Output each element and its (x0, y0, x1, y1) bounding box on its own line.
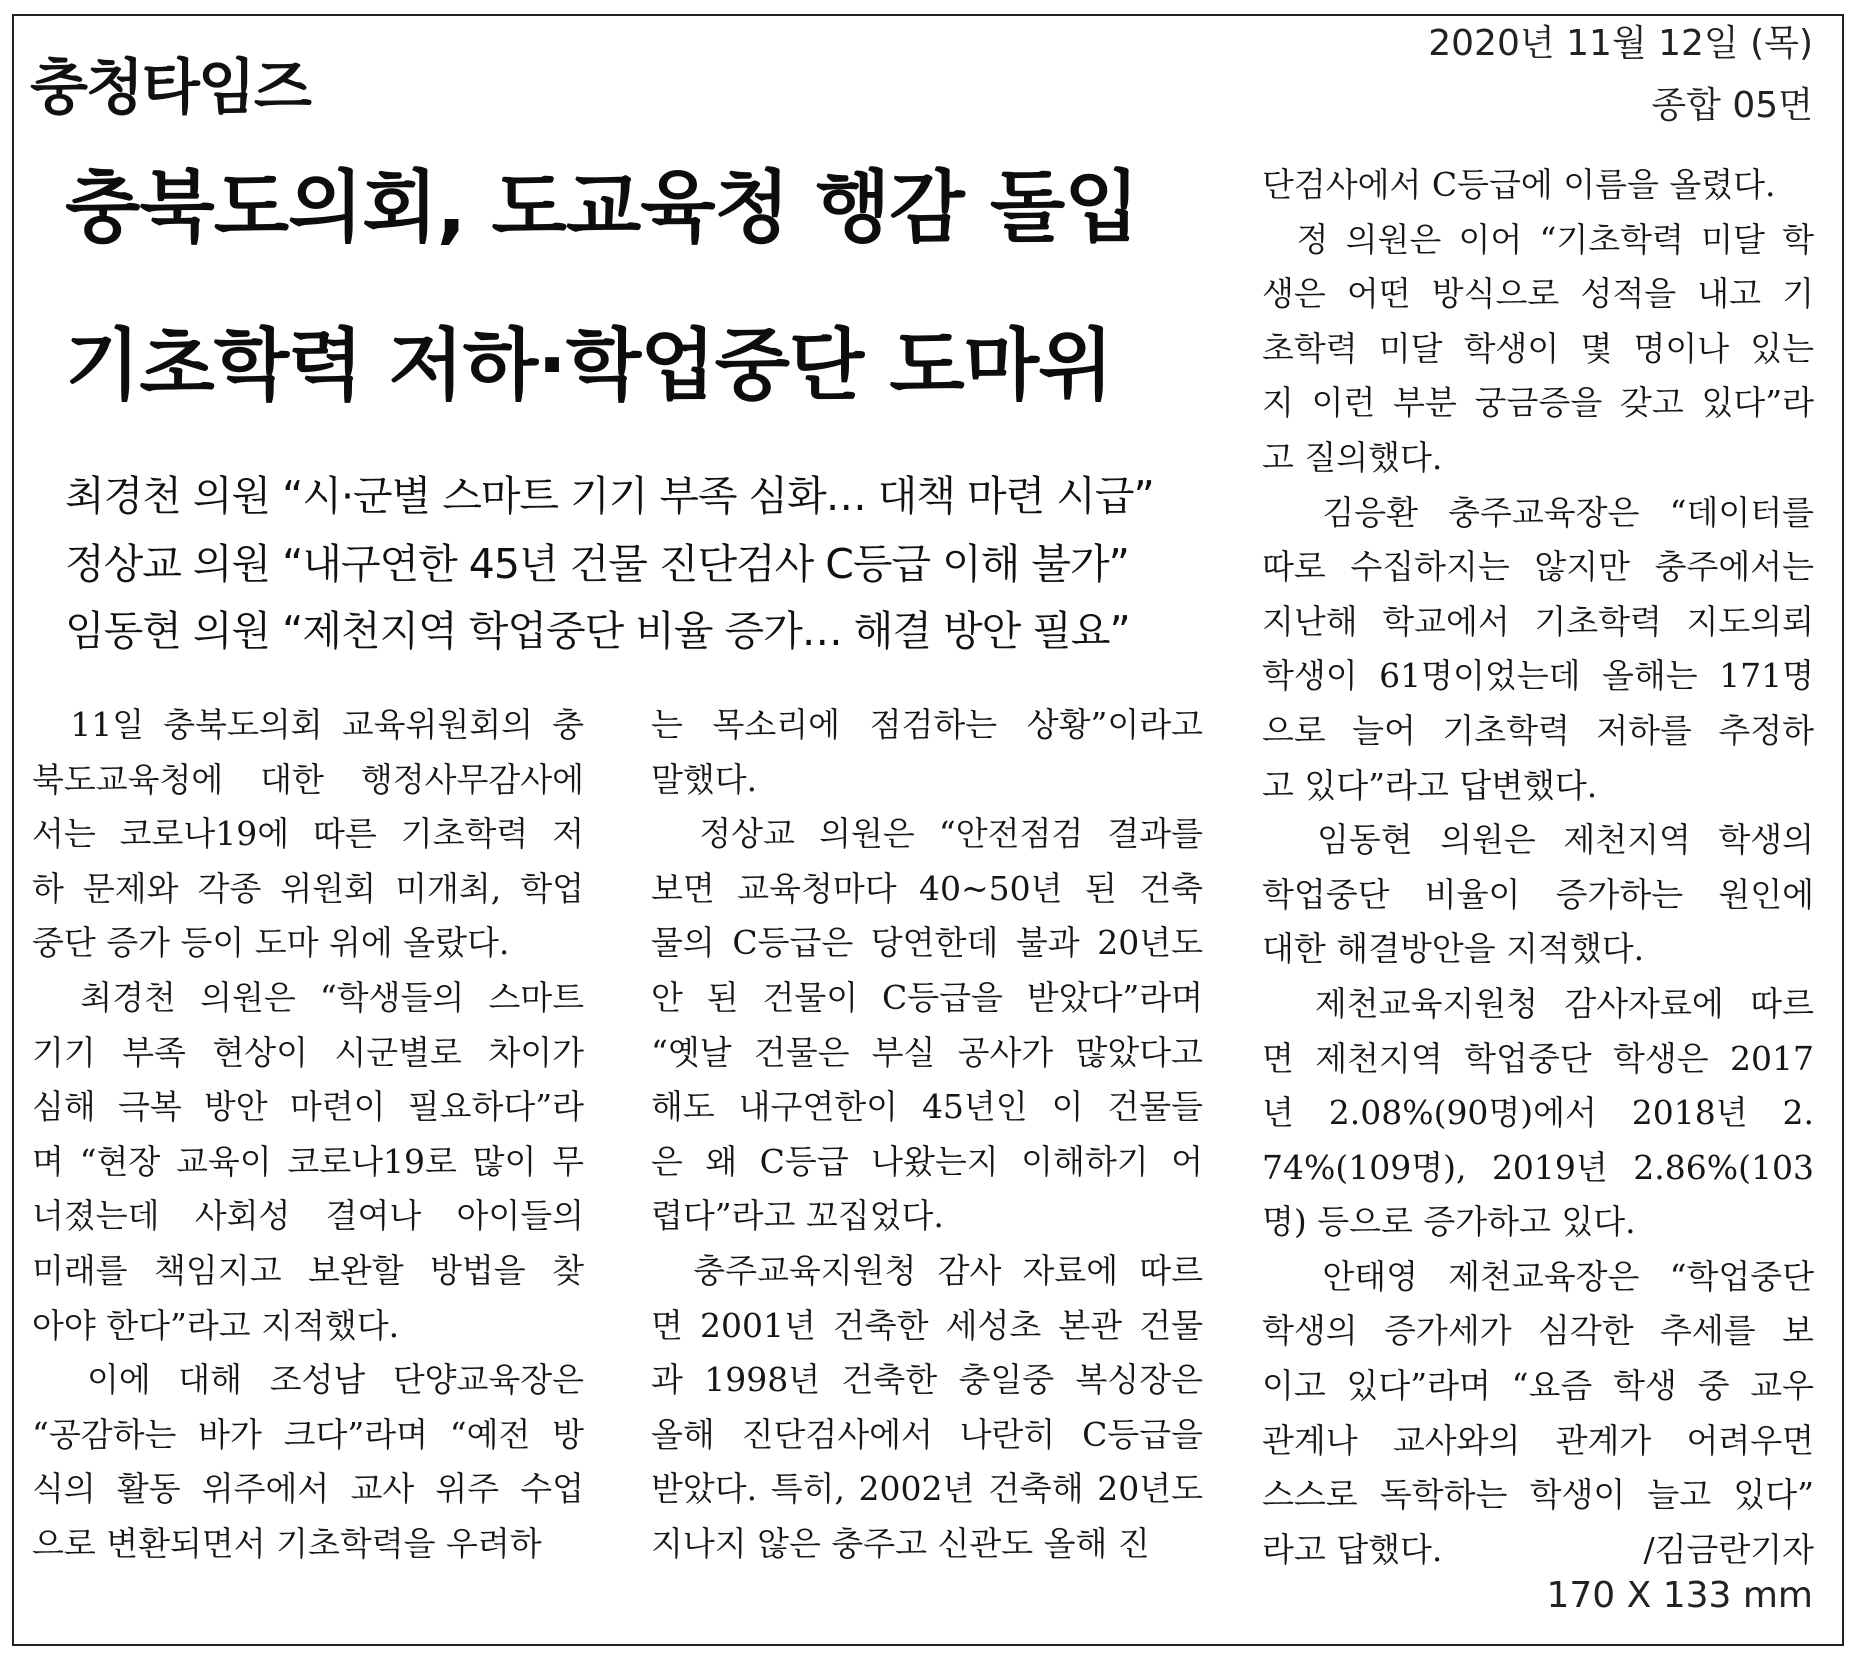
body-line: 해도 내구연한이 45년인 이 건물들 (651, 1087, 1203, 1127)
body-line: 임동현 의원은 제천지역 학생의 (1262, 820, 1814, 860)
body-line: 아야 한다”라고 지적했다. (32, 1305, 400, 1345)
body-line: 학업중단 비율이 증가하는 원인에 (1262, 874, 1814, 914)
page-section-info: 종합 05면 (1651, 85, 1813, 126)
body-line: 고 있다”라고 답변했다. (1262, 765, 1598, 805)
body-line: 대한 해결방안을 지적했다. (1262, 929, 1645, 969)
body-line: 지난해 학교에서 기초학력 지도의뢰 (1262, 601, 1814, 641)
body-line: 물의 C등급은 당연한데 불과 20년도 (651, 923, 1203, 963)
newspaper-masthead: 충청타임즈 (30, 53, 310, 123)
body-line: 중단 증가 등이 도마 위에 올랐다. (32, 923, 510, 963)
headline-line-2: 기초학력 저하·학업중단 도마위 (65, 321, 1113, 411)
body-line: 이고 있다”라며 “요즘 학생 중 교우 (1262, 1366, 1814, 1406)
clipping-size: 170 X 133 mm (1546, 1575, 1813, 1616)
body-line: 식의 활동 위주에서 교사 위주 수업 (32, 1469, 584, 1509)
body-line: 라고 답했다. (1262, 1529, 1443, 1569)
final-line-with-byline (1262, 1523, 1814, 1578)
body-line: 심해 극복 방안 마련이 필요하다”라 (32, 1087, 584, 1127)
body-line: 정 의원은 이어 “기초학력 미달 학 (1262, 219, 1814, 259)
body-line: 이에 대해 조성남 단양교육장은 (32, 1360, 584, 1400)
body-line: 너졌는데 사회성 결여나 아이들의 (32, 1196, 584, 1236)
body-column-3 (1262, 158, 1814, 1577)
body-line: 올해 진단검사에서 나란히 C등급을 (651, 1414, 1203, 1454)
body-line: 학생이 61명이었는데 올해는 171명 (1262, 656, 1814, 696)
subheadline-2: 정상교 의원 “내구연한 45년 건물 진단검사 C등급 이해 불가” (65, 540, 1129, 588)
publication-date: 2020년 11월 12일 (목) (1428, 23, 1813, 64)
body-line: 말했다. (651, 759, 758, 799)
body-line: “공감하는 바가 크다”라며 “예전 방 (32, 1414, 584, 1454)
body-line: 단검사에서 C등급에 이름을 올렸다. (1262, 165, 1776, 204)
body-line: 최경천 의원은 “학생들의 스마트 (32, 977, 584, 1017)
body-line: 보면 교육청마다 40~50년 된 건축 (651, 868, 1203, 908)
body-line: 과 1998년 건축한 충일중 복싱장은 (651, 1360, 1203, 1400)
body-line: 제천교육지원청 감사자료에 따르 (1262, 983, 1814, 1023)
body-line: 는 목소리에 점검하는 상황”이라고 (651, 705, 1203, 744)
body-line: 학생의 증가세가 심각한 추세를 보 (1262, 1311, 1814, 1351)
body-line: 으로 늘어 기초학력 저하를 추정하 (1262, 710, 1814, 750)
body-line: 면 2001년 건축한 세성초 본관 건물 (651, 1305, 1203, 1345)
body-column-1 (32, 698, 584, 1572)
headline-line-1: 충북도의회, 도교육청 행감 돌입 (65, 163, 1139, 253)
body-line: 서는 코로나19에 따른 기초학력 저 (32, 814, 584, 854)
body-line: 11일 충북도의회 교육위원회의 충 (32, 705, 584, 744)
body-line: 지나지 않은 충주고 신관도 올해 진 (651, 1523, 1150, 1563)
reporter-byline: /김금란기자 (1643, 1529, 1814, 1569)
body-line: 관계나 교사와의 관계가 어려우면 (1262, 1420, 1814, 1460)
body-line: 은 왜 C등급 나왔는지 이해하기 어 (651, 1141, 1203, 1181)
body-line: 미래를 책임지고 보완할 방법을 찾 (32, 1250, 584, 1290)
body-line: 고 질의했다. (1262, 437, 1443, 477)
body-line: 면 제천지역 학업중단 학생은 2017 (1262, 1038, 1814, 1078)
body-line: 명) 등으로 증가하고 있다. (1262, 1202, 1636, 1242)
body-line: 안 된 건물이 C등급을 받았다”라며 (651, 977, 1203, 1017)
subheadline-1: 최경천 의원 “시·군별 스마트 기기 부족 심화… 대책 마련 시급” (65, 472, 1154, 520)
body-line: 며 “현장 교육이 코로나19로 많이 무 (32, 1141, 584, 1181)
body-line: 초학력 미달 학생이 몇 명이나 있는 (1262, 328, 1814, 368)
body-line: 안태영 제천교육장은 “학업중단 (1262, 1256, 1814, 1296)
body-line: 년 2.08%(90명)에서 2018년 2. (1262, 1093, 1814, 1133)
body-line: “옛날 건물은 부실 공사가 많았다고 (651, 1032, 1203, 1072)
body-line: 김응환 충주교육장은 “데이터를 (1262, 492, 1814, 532)
body-line: 하 문제와 각종 위원회 미개최, 학업 (32, 868, 584, 908)
body-line: 지 이런 부분 궁금증을 갖고 있다”라 (1262, 383, 1814, 423)
body-line: 따로 수집하지는 않지만 충주에서는 (1262, 547, 1814, 587)
body-line: 렵다”라고 꼬집었다. (651, 1196, 944, 1236)
body-line: 충주교육지원청 감사 자료에 따르 (651, 1250, 1203, 1290)
body-line: 북도교육청에 대한 행정사무감사에 (32, 759, 584, 799)
body-line: 기기 부족 현상이 시군별로 차이가 (32, 1032, 584, 1072)
body-line: 74%(109명), 2019년 2.86%(103 (1262, 1147, 1814, 1187)
body-line: 스스로 독학하는 학생이 늘고 있다” (1262, 1475, 1814, 1515)
body-line: 정상교 의원은 “안전점검 결과를 (651, 814, 1203, 854)
body-column-2 (651, 698, 1203, 1572)
body-line: 으로 변환되면서 기초학력을 우려하 (32, 1523, 542, 1563)
subheadline-3: 임동현 의원 “제천지역 학업중단 비율 증가… 해결 방안 필요” (65, 607, 1130, 655)
body-line: 생은 어떤 방식으로 성적을 내고 기 (1262, 274, 1814, 314)
body-line: 받았다. 특히, 2002년 건축해 20년도 (651, 1469, 1203, 1509)
